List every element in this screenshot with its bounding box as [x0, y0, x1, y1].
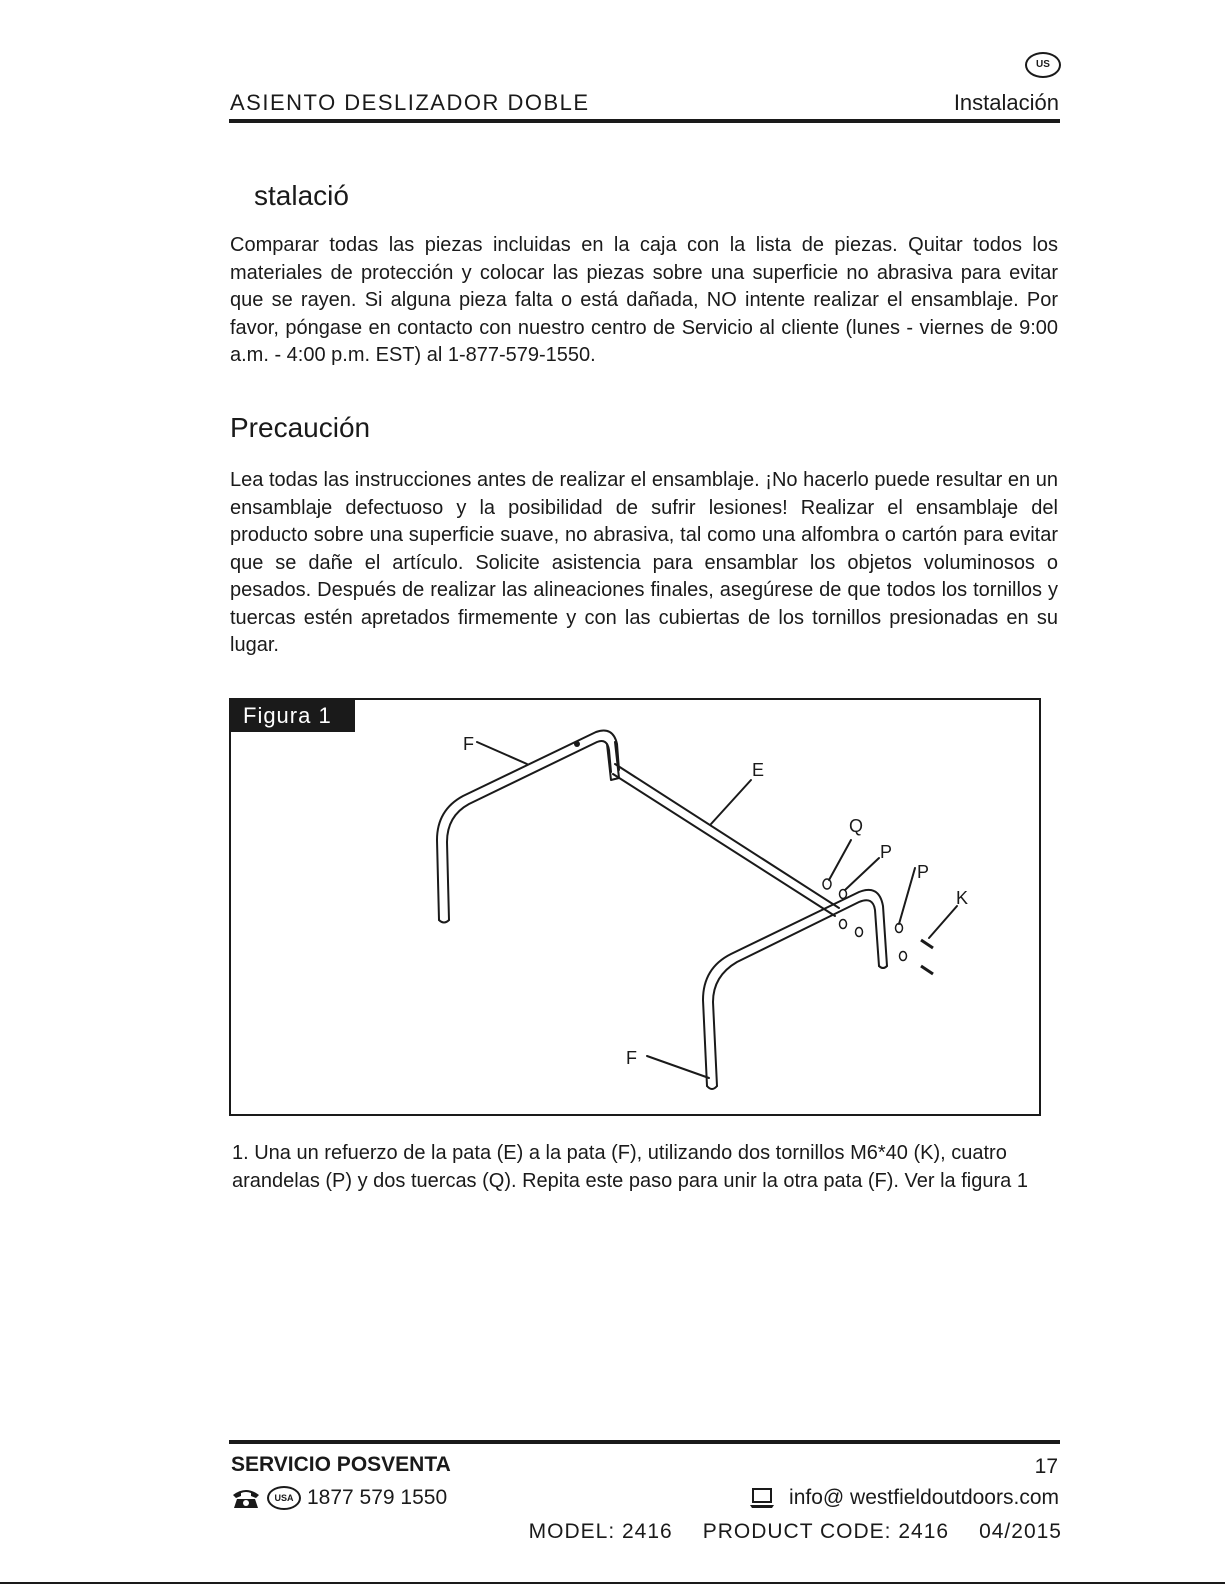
intro-paragraph: Comparar todas las piezas incluidas en la caja con la lista de piezas. Quitar todos los materiales de protección y colocar las piezas sobre una superficie no abrasiva para evitar que se rayen. Si alguna pieza falta o está dañada, NO intente realizar el ensamblaje. Por favor, póngase en contacto con nuestro centro de Servicio al cliente (lunes - viernes de 9:00 a.m. - 4:00 p.m. EST) al 1-877-579-1550. — [230, 234, 1058, 366]
phone-number: 1877 579 1550 — [307, 1486, 448, 1509]
footer-phone — [231, 1486, 447, 1510]
phone-icon — [231, 1487, 261, 1509]
part-label-p2: P — [917, 862, 930, 882]
step-1-text: 1. Una un refuerzo de la pata (E) a la pata (F), utilizando dos tornillos M6*40 (K), cuatro arandelas (P) y dos tuercas (Q). Repita este paso para unir la otra pata (F). Ver la figura 1 — [232, 1142, 1028, 1192]
washer-p-left — [840, 920, 847, 929]
usa-badge: USA — [267, 1486, 301, 1510]
publication-date: 04/2015 — [979, 1520, 1062, 1543]
laptop-icon — [749, 1487, 775, 1509]
washer-p-left-2 — [856, 928, 863, 937]
page-number: 17 — [1034, 1455, 1058, 1478]
header-divider — [229, 119, 1060, 123]
document-title: ASIENTO DESLIZADOR DOBLE — [230, 90, 590, 115]
part-label-p1: P — [880, 842, 893, 862]
figure-label: Figura 1 — [231, 700, 355, 732]
nut-q — [823, 879, 831, 889]
page-bottom-edge — [0, 1582, 1225, 1584]
after-sales-label: SERVICIO POSVENTA — [231, 1453, 451, 1476]
section-title: Instalación — [953, 90, 1059, 115]
intro-heading: stalació — [254, 180, 349, 211]
bolt-k-2 — [921, 966, 933, 974]
us-region-badge: US — [1025, 52, 1061, 78]
email-address[interactable]: info@ westfieldoutdoors.com — [789, 1486, 1059, 1509]
washer-p — [840, 890, 847, 899]
caution-heading: Precaución — [230, 412, 371, 443]
figure-1 — [229, 698, 1041, 1116]
part-label-f-top: F — [463, 734, 474, 754]
part-label-e: E — [752, 760, 765, 780]
part-label-k: K — [956, 888, 969, 908]
assembly-diagram — [231, 700, 1039, 1114]
bolt-k — [921, 940, 933, 948]
footer-divider — [229, 1440, 1060, 1444]
caution-paragraph: Lea todas las instrucciones antes de realizar el ensamblaje. ¡No hacerlo puede resultar en un ensamblaje defectuoso y la posibilidad de sufrir lesiones! Realizar el ensamblaje del producto sobre una superficie suave, no abrasiva, tal como una alfombra o cartón para evitar que se dañe el artículo. Solicite asistencia para ensamblar los objetos voluminosos o pesados. Después de realizar las alineaciones finales, asegúrese de que todos los tornillos y tuercas estén apretados firmemente y con las cubiertas de los tornillos presionadas en su lugar. — [230, 469, 1058, 656]
footer-email — [749, 1486, 1059, 1510]
rivet-dot — [574, 741, 580, 747]
washer-p-right-2 — [900, 952, 907, 961]
model-number: MODEL: 2416 — [528, 1520, 673, 1543]
footer-meta — [529, 1520, 1062, 1544]
part-label-f-bottom: F — [626, 1048, 637, 1068]
product-code: PRODUCT CODE: 2416 — [702, 1520, 950, 1543]
part-label-q: Q — [849, 816, 864, 836]
tube-frames — [437, 731, 957, 1090]
